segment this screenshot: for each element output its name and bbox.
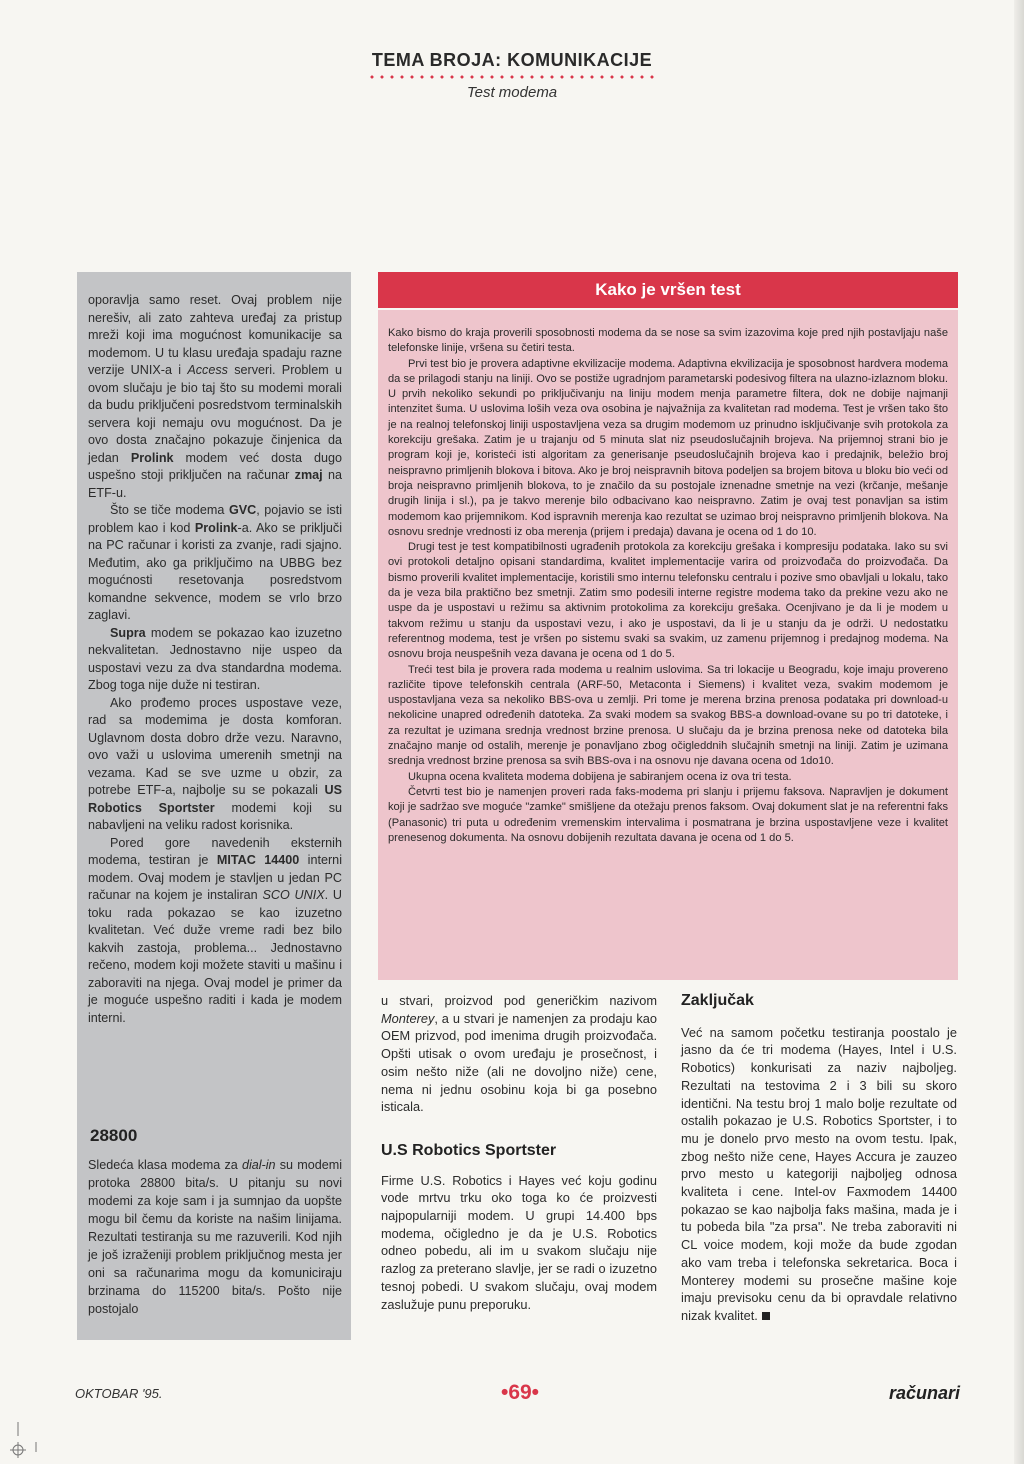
sidebar-heading: 28800 xyxy=(90,1126,138,1145)
box-paragraph: Prvi test bio je provera adaptivne ekvilizacije modema. Adaptivna ekvilizacija je sposobnost hardvera modema da se prilagodi stanju na liniji. Ovo se postiže ugradnjom parametarski podesivog filtera na ulazno-izlaznom bloku. U prvih nekoliko sekundi po priključivanju na liniju modem menja parametre filtera, dok ne dobije najmanji intenzitet šuma. U uslovima loših veza ova osobina je najvažnija za kvalitetan rad modema. Test je vršen tako što je na realnoj telefonskoj liniji uspostavljena veza sa drugim modemom uz prinudno isključivanje svih protokola za korekciju grešaka. Zatim je u trajanju od 5 minuta slat niz pseudoslučajnih brojeva. Na prijemnoj strani bio je program koji je, koristeći isti algoritam za generisanje pseudoslučajnih brojeva kao i predajnik, beležio broj neispravno primljenih blokova i bitova. Ako je broj neispravnih bitova podeljen sa brojem bitova u bloku bio veći od broja neispravno primljenih blokova, to je značilo da su postojale iznenadne smetnje na vezi (krčanje, mešanje drugih linija i sl.), pa je takvo merenje bilo odbacivano kao neispravno. Zatim je ovaj test ponavljan sa istim modemom kao prijemnikom. Kod ispravnih merenja kao rezultat se uzimao broj neispravno primljenih blokova. Na osnovu srednje vrednosti iz oba merenja (prijem i predaja) davana je ocena od 1 do 10. xyxy=(388,357,948,538)
dotted-rule xyxy=(367,74,657,80)
text-run: interni modem. Ovaj modem je stavljen u jedan PC računar na kojem je instaliran xyxy=(88,853,342,902)
text-run: Sledeća klasa modema za xyxy=(88,1158,242,1172)
box-paragraph: Treći test bila je provera rada modema u realnim uslovima. Sa tri lokacije u Beogradu, koje imaju provereno različite tipove telefonskih centrala (ARF-50, Metaconta i Siemens) i kvalitet veza, svakim modemom je uspostavljana veza sa nekoliko BBS-ova u zemlji. Pri tome je merena brzina prenosa podataka pri download-u nekolicine unapred određenih datoteka. Za svaki modem sa svakog BBS-a download-ovane su po tri datoteke, i za rezultat je uzimana srednja vrednost brzine prenosa. U slučaju da je brzina prenosa neke od datoteka bila značajno manje od ostalih, merenje je ponavljano zbog očigleddnih slučajnih smetnji na liniji. Zatim je uzimana srednja vrednost brzine prenosa sa svih BBS-ova i na osnovu nje davana ocena od 1do10. xyxy=(388,663,948,768)
sidebar-paragraph xyxy=(88,835,342,1028)
middle-column xyxy=(381,992,657,1313)
text-run: serveri. Problem u ovom slučaju je bio taj što su modemi morali da budu priključeni posredstvom terminalskih servera koji nemaju ovu mogućnost. Da je ovo dosta značajno pokazuje činjenica da jedan xyxy=(88,363,342,465)
page-number: •69• xyxy=(500,1381,540,1404)
column-paragraph xyxy=(681,1024,957,1325)
text-run: MITAC 14400 xyxy=(216,853,300,867)
text-run: -a. Ako se priključi na PC računar i koristi za zvanje, radi sjajno. Međutim, ako ga priključimo na UBBG bez mogućnosti resetovanja posredstvom komandne sekvence, modem se vrlo brzo zaglavi. xyxy=(88,520,342,622)
sidebar-paragraph xyxy=(88,292,342,502)
footer-date: OKTOBAR '95. xyxy=(75,1386,163,1401)
text-run: US Robotics Sportster xyxy=(88,783,342,815)
text-run: zmaj xyxy=(294,468,323,482)
registration-mark-icon xyxy=(10,1420,40,1460)
text-run: Prolink xyxy=(194,520,238,535)
text-run: , a u stvari je namenjen za prodaju kao OEM prizvod, pod imenima drugih proizvođača. Opšti utisak o ovom uređaju je prosečnost, i osim nešto niže (ali ne dovoljno niže) cene, nema ni jednu osobinu koja bi ga posebno isticala. xyxy=(381,1010,657,1115)
column-paragraph xyxy=(381,992,657,1116)
text-run: modemi koji su nabavljeni na veliku radost korisnika. xyxy=(88,800,342,832)
sidebar-text-2 xyxy=(88,1156,342,1318)
text-run: Supra xyxy=(110,625,146,640)
box-paragraph: Ukupna ocena kvaliteta modema dobijena je sabiranjem ocena iz ova tri testa. xyxy=(408,770,792,783)
end-of-article-icon xyxy=(762,1312,770,1320)
column-paragraph: Firme U.S. Robotics i Hayes već koju godinu vode mrtvu trku oko toga ko će proizvesti najpopularniji modem. U grupi 14.400 bps modema, očigledno je da je U.S. Robotics odneo pobedu, ali im u svakom slučaju nije razlog za preterano slavlje, jer se radi o izuzetno tesnoj pobedi. U svakom slučaju, ovaj modem zaslužuje punu preporuku. xyxy=(381,1172,657,1312)
text-run: Pored gore navedenih eksternih modema, testiran je xyxy=(88,835,342,867)
text-run: SCO UNIX xyxy=(262,888,325,902)
box-paragraph: Četvrti test bio je namenjen proveri rada faks-modema pri slanju i prijemu faksova. Napravljen je dokument koji je sadržao sve moguće "zamke" smišljene da otežaju prenos faksom. Ovaj dokument slat je na referentni faks (Panasonic) tri puta u određenim vremenskim intervalima i posmatrana je brzina uspostavljene veze i kvalitet prenesenog dokumenta. Na osnovu dobijenih rezultata davana je ocena od 1 do 5. xyxy=(388,785,948,844)
magazine-logo: računari xyxy=(888,1383,960,1403)
text-run: Access xyxy=(187,363,228,377)
test-box-text xyxy=(388,326,948,846)
section-title: TEMA BROJA: KOMUNIKACIJE xyxy=(371,50,653,70)
sidebar-paragraph xyxy=(88,625,342,695)
column-heading: U.S Robotics Sportster xyxy=(381,1141,557,1159)
text-run: Što se tiče modema xyxy=(110,503,229,517)
text-run: modem se pokazao kao izuzetno nekvalitetan. Jednostavno nije uspeo da uspostavi vezu za dva standardna modema. Zbog toga nije duže ni testiran. xyxy=(88,625,342,692)
page-header xyxy=(0,50,1024,101)
text-run: oporavlja samo reset. Ovaj problem nije nerešiv, ali zato zahteva uređaj za pristup mreži koji ima mogućnost komunikacije sa modemom. U tu klasu uređaja spadaju razne verzije UNIX-a i xyxy=(88,293,342,377)
text-run: u stvari, proizvod pod generičkim nazivom xyxy=(381,993,657,1008)
conclusion-heading: Zaključak xyxy=(681,992,754,1009)
text-run: . U toku rada pokazao se kao izuzetno kvalitetan. Već duže vreme radi bez bilo kakvih zastoja, problema... Jednostavno rečeno, modem koji možete staviti u mašinu i zaboraviti na njega. Ovaj model je primer da je moguće uspešno raditi i kada je modem interni. xyxy=(88,888,343,1025)
test-box-title: Kako je vršen test xyxy=(378,272,958,308)
text-run: modem već dosta dugo uspešno stoji priključen na računar xyxy=(88,450,342,482)
text-run: na ETF-u. xyxy=(88,468,342,500)
box-paragraph: Kako bismo do kraja proverili sposobnosti modema da se nose sa svim izazovima koje pred njih postavljaju naše telefonske linije, vršena su četiri testa. xyxy=(388,327,948,355)
sidebar-paragraph xyxy=(88,502,342,625)
text-run: GVC xyxy=(228,503,257,517)
text-run: Već na samom početku testiranja poostalo je jasno da će tri modema (Hayes, Intel i U.S. Robotics) konkurisati za naziv najboljeg. Rezultati na testovima 2 i 3 bili su skoro identični. Na testu broj 1 malo bolje rezultate od ostalih pokazao je U.S. Robotics Sportster, i to mu je donelo prvo mesto na ovom testu. Ipak, zbog nešto niže cene, Hayes Accura je zauzeo prvo mesto u kategoriji najboljeg odnosa kvaliteta i cene. Intel-ov Faxmodem 14400 pokazao se kao najbolja faks mašina, mada je i tu pobeda bila "za prsa". Ne treba zaboraviti ni CL voice modem, koji može da bude zgodan ako vam treba i telefonska sekretarica. Boca i Monterey modemi su prosečne mašine koje imaju previsoku cenu da bi opravdale relativno nizak kvalitet. xyxy=(681,1024,957,1323)
text-run: , pojavio se isti problem kao i kod xyxy=(88,503,342,535)
box-paragraph: Drugi test je test kompatibilnosti ugrađenih protokola za korekciju grešaka i kompresiju podataka. Iako su svi ovi protokoli detaljno opisani standardima, kvalitet implementacije varira od proizvođača do proizvođača. Da bismo proverili kvalitet implementacije, koristili smo internu telefonsku centralu i pozive smo obavljali u lokalu, tako da je veza bila praktično bez smetnji. Zatim smo podesili interne registre modema tako da prekine vezu ako ne uspe da je uspostavi u režimu sa aktivnim protokolima za korekciju grešaka. Ocenjivano je da li je modem u takvom režimu u stanju da uspostavi vezu, i ako je uspostavi, da li je u stanju da je održi. U nedostatku referentnog modema, test je vršen po sistemu svaki sa svakim, uz zamenu prijemnog i predajnog modema. Na osnovu broja neuspešnih veza davana je ocena od 1 do 5. xyxy=(388,541,948,661)
text-run: Ako prođemo proces uspostave veze, rad sa modemima je dosta komforan. Uglavnom dosta dobro drže vezu. Naravno, ovo važi u uslovima umerenih smetnji na vezama. Kad se sve uzme u obzir, za potrebe ETF-a, najbolje su se pokazali xyxy=(88,695,342,797)
text-run: su modemi protoka 28800 bita/s. U pitanju su novi modemi za koje sam i ja sumnjao da uopšte mogu bil čemu da koriste na našim linijama. Rezultati testiranja su me razuverili. Kod njih je još izraženiji problem priključnog mesta jer oni sa računarima mogu da komuniciraju brzinama do 115200 bita/s. Pošto nije postojalo xyxy=(88,1158,342,1316)
text-run: Prolink xyxy=(130,450,174,465)
sidebar-paragraph xyxy=(88,1156,342,1318)
page-edge xyxy=(1014,0,1024,1464)
sidebar-paragraph xyxy=(88,695,342,835)
text-run: Monterey xyxy=(381,1010,435,1026)
right-column xyxy=(681,992,957,1325)
text-run: dial-in xyxy=(241,1158,276,1172)
section-subtitle: Test modema xyxy=(466,84,558,101)
sidebar-text xyxy=(88,292,342,1027)
